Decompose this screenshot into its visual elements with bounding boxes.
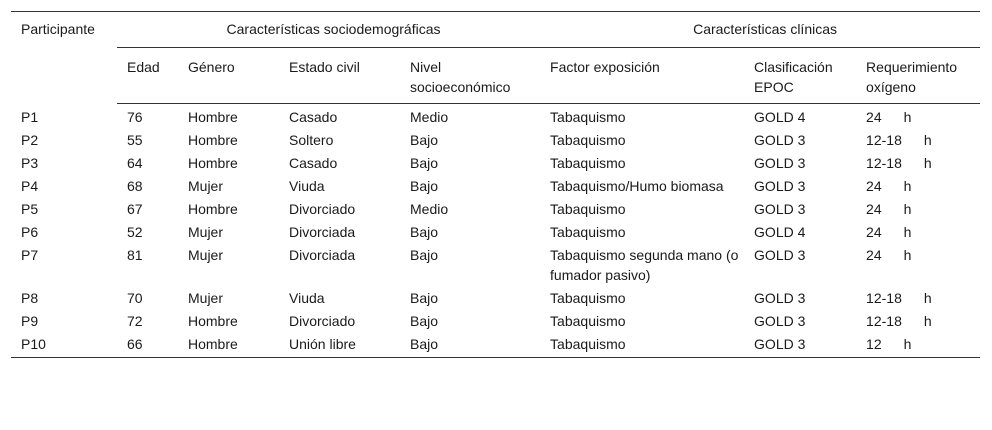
hours-unit: h xyxy=(923,290,932,306)
oxygen-hours-value: 24 xyxy=(866,201,882,217)
hours-unit: h xyxy=(923,132,932,148)
cell-factor: Tabaquismo xyxy=(550,224,626,240)
cell-nivel: Bajo xyxy=(410,224,439,240)
cell-nivel: Bajo xyxy=(400,333,540,358)
cell-factor: Tabaquismo xyxy=(550,132,626,148)
oxygen-hours-value: 24 xyxy=(866,109,882,125)
cell-estado-civil: Soltero xyxy=(289,132,334,148)
cell-genero: Mujer xyxy=(188,247,224,263)
cell-clasificacion: GOLD 3 xyxy=(754,247,806,263)
cell-edad: 66 xyxy=(117,333,178,358)
hours-unit: h xyxy=(903,178,912,194)
cell-requerimiento xyxy=(856,152,980,175)
header-nivel-socioeconomico: Nivel socioeconómico xyxy=(400,48,540,104)
cell-nivel: Bajo xyxy=(410,290,439,306)
cell-participant: P9 xyxy=(21,313,39,329)
cell-factor: Tabaquismo/Humo biomasa xyxy=(550,178,724,194)
cell-factor: Tabaquismo xyxy=(550,109,626,125)
table-row xyxy=(11,198,980,221)
cell-participant: P2 xyxy=(21,132,39,148)
oxygen-hours-value: 12-18 xyxy=(866,290,902,306)
cell-nivel: Medio xyxy=(410,109,449,125)
hours-unit: h xyxy=(923,313,932,329)
cell-genero: Hombre xyxy=(188,109,238,125)
hours-unit: h xyxy=(903,336,912,352)
cell-requerimiento xyxy=(856,198,980,221)
cell-requerimiento xyxy=(856,333,980,358)
table-row xyxy=(11,221,980,244)
cell-participant: P5 xyxy=(21,201,39,217)
cell-estado-civil: Divorciada xyxy=(289,224,356,240)
header-participant: Participante xyxy=(11,12,117,104)
table-row xyxy=(11,333,980,358)
cell-clasificacion: GOLD 3 xyxy=(754,132,806,148)
header-genero: Género xyxy=(178,48,279,104)
cell-edad: 76 xyxy=(127,109,143,125)
cell-genero: Mujer xyxy=(188,290,224,306)
cell-participant: P7 xyxy=(21,247,39,263)
cell-clasificacion: GOLD 4 xyxy=(754,224,806,240)
header-group-sociodemographic: Características sociodemográficas xyxy=(117,12,540,48)
cell-estado-civil: Viuda xyxy=(289,178,325,194)
cell-edad: 64 xyxy=(127,155,143,171)
header-clasificacion-epoc: Clasificación EPOC xyxy=(744,48,856,104)
cell-genero: Hombre xyxy=(188,132,238,148)
cell-requerimiento xyxy=(856,244,980,287)
cell-requerimiento xyxy=(856,310,980,333)
cell-estado-civil: Divorciado xyxy=(289,313,356,329)
cell-nivel: Medio xyxy=(410,201,449,217)
cell-participant: P8 xyxy=(21,290,39,306)
cell-requerimiento xyxy=(856,175,980,198)
oxygen-hours-value: 12-18 xyxy=(866,155,902,171)
cell-factor: Tabaquismo xyxy=(550,313,626,329)
cell-participant: P1 xyxy=(21,108,39,125)
header-requerimiento-oxigeno: Requerimiento oxígeno xyxy=(856,48,980,104)
cell-factor: Tabaquismo xyxy=(550,155,626,171)
oxygen-hours-value: 12 xyxy=(866,336,882,352)
cell-edad: 68 xyxy=(127,178,143,194)
cell-participant: P10 xyxy=(11,333,117,358)
cell-clasificacion: GOLD 3 xyxy=(754,201,806,217)
oxygen-hours-value: 24 xyxy=(866,247,882,263)
cell-genero: Hombre xyxy=(188,155,238,171)
cell-requerimiento xyxy=(856,287,980,310)
participants-table xyxy=(11,11,980,358)
hours-unit: h xyxy=(903,109,912,125)
cell-clasificacion: GOLD 3 xyxy=(754,178,806,194)
table-row xyxy=(11,129,980,152)
oxygen-hours-value: 24 xyxy=(866,178,882,194)
cell-requerimiento xyxy=(856,104,980,130)
cell-edad: 72 xyxy=(127,313,143,329)
table-row xyxy=(11,104,980,130)
table-row xyxy=(11,152,980,175)
cell-genero: Mujer xyxy=(188,178,224,194)
oxygen-hours-value: 24 xyxy=(866,224,882,240)
cell-requerimiento xyxy=(856,221,980,244)
cell-clasificacion: GOLD 3 xyxy=(754,313,806,329)
cell-nivel: Bajo xyxy=(410,247,439,263)
header-estado-civil: Estado civil xyxy=(279,48,400,104)
oxygen-hours-value: 12-18 xyxy=(866,132,902,148)
cell-edad: 70 xyxy=(127,290,143,306)
cell-nivel: Bajo xyxy=(410,155,439,171)
table-row xyxy=(11,175,980,198)
cell-estado-civil: Unión libre xyxy=(279,333,400,358)
cell-estado-civil: Divorciada xyxy=(289,247,356,263)
cell-estado-civil: Divorciado xyxy=(289,201,356,217)
cell-estado-civil: Casado xyxy=(289,109,338,125)
cell-clasificacion: GOLD 4 xyxy=(754,109,806,125)
cell-estado-civil: Viuda xyxy=(289,290,325,306)
header-factor-exposicion: Factor exposición xyxy=(540,48,744,104)
cell-clasificacion: GOLD 3 xyxy=(754,290,806,306)
cell-factor: Tabaquismo xyxy=(550,290,626,306)
cell-nivel: Bajo xyxy=(410,132,439,148)
cell-edad: 55 xyxy=(127,132,143,148)
cell-estado-civil: Casado xyxy=(289,155,338,171)
cell-nivel: Bajo xyxy=(410,178,439,194)
cell-factor: Tabaquismo segunda mano (o fumador pasivo) xyxy=(550,247,739,283)
cell-genero: Hombre xyxy=(188,313,238,329)
cell-clasificacion: GOLD 3 xyxy=(754,155,806,171)
hours-unit: h xyxy=(903,201,912,217)
cell-nivel: Bajo xyxy=(410,313,439,329)
cell-participant: P3 xyxy=(21,155,39,171)
table-row xyxy=(11,244,980,287)
hours-unit: h xyxy=(903,247,912,263)
hours-unit: h xyxy=(923,155,932,171)
cell-genero: Hombre xyxy=(178,333,279,358)
table-row xyxy=(11,310,980,333)
cell-participant: P4 xyxy=(21,178,39,194)
cell-clasificacion: GOLD 3 xyxy=(744,333,856,358)
cell-edad: 81 xyxy=(127,247,143,263)
cell-edad: 67 xyxy=(127,201,143,217)
oxygen-hours-value: 12-18 xyxy=(866,313,902,329)
cell-factor: Tabaquismo xyxy=(550,201,626,217)
cell-requerimiento xyxy=(856,129,980,152)
table-row xyxy=(11,287,980,310)
cell-genero: Mujer xyxy=(188,224,224,240)
cell-genero: Hombre xyxy=(188,201,238,217)
header-edad: Edad xyxy=(117,48,178,104)
cell-factor: Tabaquismo xyxy=(540,333,744,358)
hours-unit: h xyxy=(903,224,912,240)
cell-edad: 52 xyxy=(127,224,143,240)
cell-participant: P6 xyxy=(21,224,39,240)
header-group-clinical: Características clínicas xyxy=(540,12,980,48)
